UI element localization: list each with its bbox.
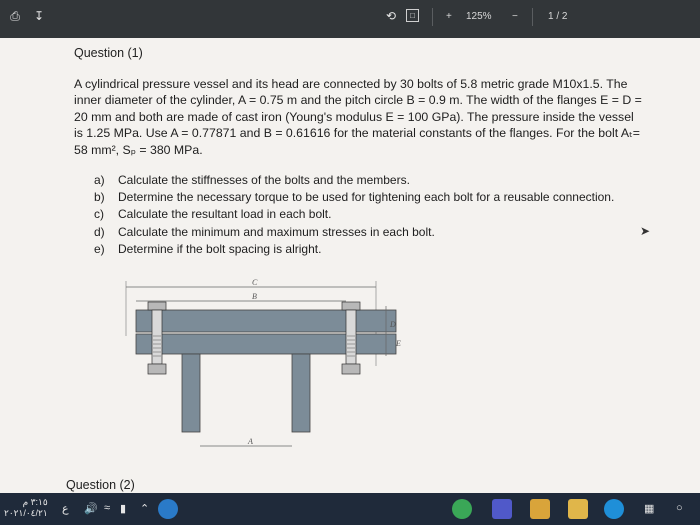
question-1-title: Question (1) <box>74 46 143 60</box>
battery-icon[interactable]: ▮ <box>120 503 127 515</box>
pdf-page <box>0 38 700 493</box>
fit-page-icon[interactable]: □ <box>406 9 419 22</box>
task-item: a) Calculate the stiffnesses of the bolts and the members. <box>94 173 410 187</box>
edge-icon[interactable] <box>604 499 624 519</box>
dim-label-b: B <box>252 292 257 301</box>
volume-icon[interactable]: 🔊 <box>84 503 98 515</box>
show-hidden-icons-icon[interactable]: ⌃ <box>140 503 150 515</box>
rotate-icon[interactable]: ⟲ <box>385 9 397 23</box>
taskbar-clock[interactable]: ٣:١٥ م ٢٠٢١/٠٤/٢١ <box>4 497 48 518</box>
wifi-icon[interactable]: ≈ <box>104 502 111 514</box>
mouse-cursor-icon: ➤ <box>640 224 651 238</box>
cylinder-wall-left <box>182 354 200 432</box>
task-view-icon[interactable]: ▦ <box>644 503 655 515</box>
problem-paragraph: A cylindrical pressure vessel and its head are connected by 30 bolts of 5.8 metric grade M10x1.5. The inner diameter of the cylinder, A = 0.75 m and the pitch circle B = 0.9 m. The width of the flanges E = D = 20 mm and both are made of cast iron (Young's modulus E = 100 GPa). The pressure inside the vessel is 1.25 MPa. Use A = 0.77871 and B = 0.61616 for the material constants of the flanges. For the bolt Aₜ= 58 mm², Sₚ = 380 MPa. <box>74 77 642 157</box>
store-icon[interactable] <box>530 499 550 519</box>
flange-bolt-figure <box>96 276 406 454</box>
dim-label-d: D <box>390 320 396 329</box>
dim-label-a: A <box>248 437 253 446</box>
file-explorer-icon[interactable] <box>568 499 588 519</box>
task-item: d) Calculate the minimum and maximum stresses in each bolt. <box>94 224 435 239</box>
search-icon[interactable]: ○ <box>676 502 683 514</box>
top-flange <box>136 310 396 332</box>
bottom-flange <box>136 334 396 354</box>
dim-label-e: E <box>396 339 401 348</box>
windows-taskbar <box>0 493 700 525</box>
question-2-title: Question (2) <box>66 478 135 492</box>
cylinder-wall-right <box>292 354 310 432</box>
language-indicator[interactable]: ع <box>62 503 69 515</box>
chrome-icon[interactable] <box>452 499 472 519</box>
toolbar-separator <box>532 8 533 26</box>
teams-icon[interactable] <box>492 499 512 519</box>
task-list <box>94 172 614 258</box>
print-icon[interactable]: ⎙ <box>10 9 20 23</box>
dim-label-c: C <box>252 278 258 287</box>
download-icon[interactable]: ↧ <box>33 9 45 23</box>
zoom-in-button[interactable]: + <box>446 11 452 22</box>
task-item: b) Determine the necessary torque to be used for tightening each bolt for a reusable connection. <box>94 190 615 205</box>
task-item: e) Determine if the bolt spacing is alright. <box>94 241 322 256</box>
zoom-out-button[interactable]: − <box>512 11 518 22</box>
pdf-toolbar <box>0 0 700 38</box>
toolbar-separator <box>432 8 433 26</box>
task-item: c) Calculate the resultant load in each bolt. <box>94 207 332 222</box>
page-indicator: 1 / 2 <box>548 11 568 22</box>
app-icon-circle[interactable] <box>158 499 178 519</box>
zoom-level: 125% <box>466 11 492 22</box>
